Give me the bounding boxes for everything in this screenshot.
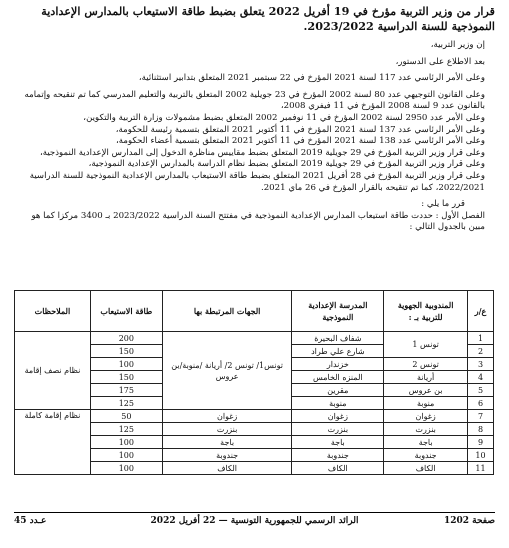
- school-cell: شفاف البحيرة: [292, 332, 384, 345]
- school-cell: باجة: [292, 436, 384, 449]
- delegation-cell: بنزرت: [384, 423, 468, 436]
- school-cell: المنزه الخامس: [292, 371, 384, 384]
- intro-line: إن وزير التربية،: [430, 40, 485, 50]
- delegation-cell: جندوبة: [384, 449, 468, 462]
- regions-cell: جندوبة: [162, 449, 292, 462]
- delegation-cell: باجة: [384, 436, 468, 449]
- row-number: 4: [468, 371, 494, 384]
- page-footer: [14, 516, 495, 528]
- visa-paragraph: وعلى الأمر الرئاسي عدد 138 لسنة 2021 المؤرخ في 11 أكتوبر 2021 المتعلق بتسمية أعضاء الحكومة،: [116, 136, 485, 147]
- regions-cell: بنزرت: [162, 423, 292, 436]
- capacity-table: [14, 290, 494, 475]
- visa-line: بعد الاطلاع على الدستور،: [395, 56, 485, 67]
- column-header: المدرسة الإعدادية النموذجية: [292, 291, 384, 332]
- regions-cell: الكاف: [162, 462, 292, 475]
- capacity-cell: 50: [90, 410, 162, 423]
- school-cell: شارع علي طراد: [292, 345, 384, 358]
- delegation-cell: زغوان: [384, 410, 468, 423]
- delegation-cell: تونس 2: [384, 358, 468, 371]
- table-row: [15, 410, 494, 423]
- column-header: الملاحظات: [15, 291, 91, 332]
- table-row: [15, 332, 494, 345]
- capacity-cell: 200: [90, 332, 162, 345]
- row-number: 1: [468, 332, 494, 345]
- school-cell: خزندار: [292, 358, 384, 371]
- capacity-cell: 150: [90, 371, 162, 384]
- journal-title: الرائد الرسمي للجمهورية التونسية — 22 أفريل 2022: [150, 516, 359, 526]
- capacity-cell: 125: [90, 423, 162, 436]
- capacity-cell: 100: [90, 449, 162, 462]
- delegation-cell: منوبة: [384, 397, 468, 410]
- column-header: الجهات المرتبطة بها: [162, 291, 292, 332]
- visa-paragraph: وعلى قرار وزير التربية المؤرخ في 28 أفريل 2021 المتعلق بضبط طاقة الاستيعاب بالمدارس الإعدادية النموذجية للسنة الدراسية 2022/2021، كما تم تنقيحه بالقرار المؤرخ في 26 ماي 2021.: [29, 170, 485, 193]
- column-header: طاقة الاستيعاب: [90, 291, 162, 332]
- delegation-cell: بن عروس: [384, 384, 468, 397]
- regions-cell: باجة: [162, 436, 292, 449]
- page-number: صفحة 1202: [443, 516, 495, 526]
- row-number: 10: [468, 449, 494, 462]
- row-number: 3: [468, 358, 494, 371]
- notes-cell: نظام إقامة كاملة: [15, 410, 91, 475]
- delegation-cell: أريانة: [384, 371, 468, 384]
- school-cell: جندوبة: [292, 449, 384, 462]
- capacity-cell: 175: [90, 384, 162, 397]
- column-header: المندوبية الجهوية للتربية بـ :: [384, 291, 468, 332]
- visa-paragraph: وعلى الأمر الرئاسي عدد 117 لسنة 2021 المؤرخ في 22 سبتمبر 2021 المتعلق بتدابير استثنائية،: [138, 73, 485, 84]
- row-number: 5: [468, 384, 494, 397]
- regions-cell: زغوان: [162, 410, 292, 423]
- row-number: 8: [468, 423, 494, 436]
- capacity-cell: 125: [90, 397, 162, 410]
- article-1: الفصل الأول : حددت طاقة استيعاب المدارس الإعدادية النموذجية في مفتتح السنة الدراسية 2023/2022 بـ 3400 مركزا كما هو مبين بالجدول التالي :: [31, 210, 485, 233]
- row-number: 6: [468, 397, 494, 410]
- school-cell: مقرين: [292, 384, 384, 397]
- row-number: 7: [468, 410, 494, 423]
- column-header: ع/ر: [468, 291, 494, 332]
- row-number: 2: [468, 345, 494, 358]
- row-number: 11: [468, 462, 494, 475]
- decree-body: [14, 40, 495, 234]
- decision-line: قرر ما يلي :: [421, 199, 465, 210]
- delegation-cell: الكاف: [384, 462, 468, 475]
- school-cell: زغوان: [292, 410, 384, 423]
- visa-paragraph: وعلى قرار وزير التربية المؤرخ في 29 جويلية 2019 المتعلق بضبط نظام الدراسة بالمدارس الإعدادية النموذجية،: [88, 159, 485, 170]
- school-cell: بنزرت: [292, 423, 384, 436]
- capacity-cell: 100: [90, 436, 162, 449]
- delegation-cell: تونس 1: [384, 332, 468, 358]
- visa-paragraph: وعلى قرار وزير التربية المؤرخ في 29 جويلية 2019 المتعلق بضبط مقاييس مناظرة الدخول إلى المدارس الإعدادية النموذجية،: [39, 147, 485, 158]
- notes-cell: نظام نصف إقامة: [15, 332, 91, 410]
- regions-cell: تونس1/ تونس 2/ أريانة /منوبة/بن عروس: [162, 332, 292, 410]
- capacity-cell: 100: [90, 358, 162, 371]
- school-cell: الكاف: [292, 462, 384, 475]
- visa-paragraph: وعلى الأمر عدد 2950 لسنة 2002 المؤرخ في 11 نوفمبر 2002 المتعلق بضبط مشمولات وزارة التربية والتكوين،: [83, 112, 485, 123]
- capacity-cell: 150: [90, 345, 162, 358]
- school-cell: منوبة: [292, 397, 384, 410]
- row-number: 9: [468, 436, 494, 449]
- table-header-row: [15, 291, 494, 332]
- visa-paragraph: وعلى الأمر الرئاسي عدد 137 لسنة 2021 المؤرخ في 11 أكتوبر 2021 المتعلق بتسمية رئيسة للحكومة،: [115, 124, 485, 135]
- capacity-cell: 100: [90, 462, 162, 475]
- issue-number: عـدد 45: [14, 516, 47, 526]
- footer-rule: [14, 512, 495, 513]
- decree-title: قرار من وزير التربية مؤرخ في 19 أفريل 2022 يتعلق بضبط طاقة الاستيعاب بالمدارس الإعدادية النموذجية للسنة الدراسية 2023/2022.: [41, 4, 495, 33]
- visa-paragraph: وعلى القانون التوجيهي عدد 80 لسنة 2002 المؤرخ في 23 جويلية 2002 المتعلق بالتربية والتعليم المدرسي كما تم تنقيحه وإتمامه بالقانون عدد 9 لسنة 2008 المؤرخ في 11 فيفري 2008،: [24, 89, 485, 112]
